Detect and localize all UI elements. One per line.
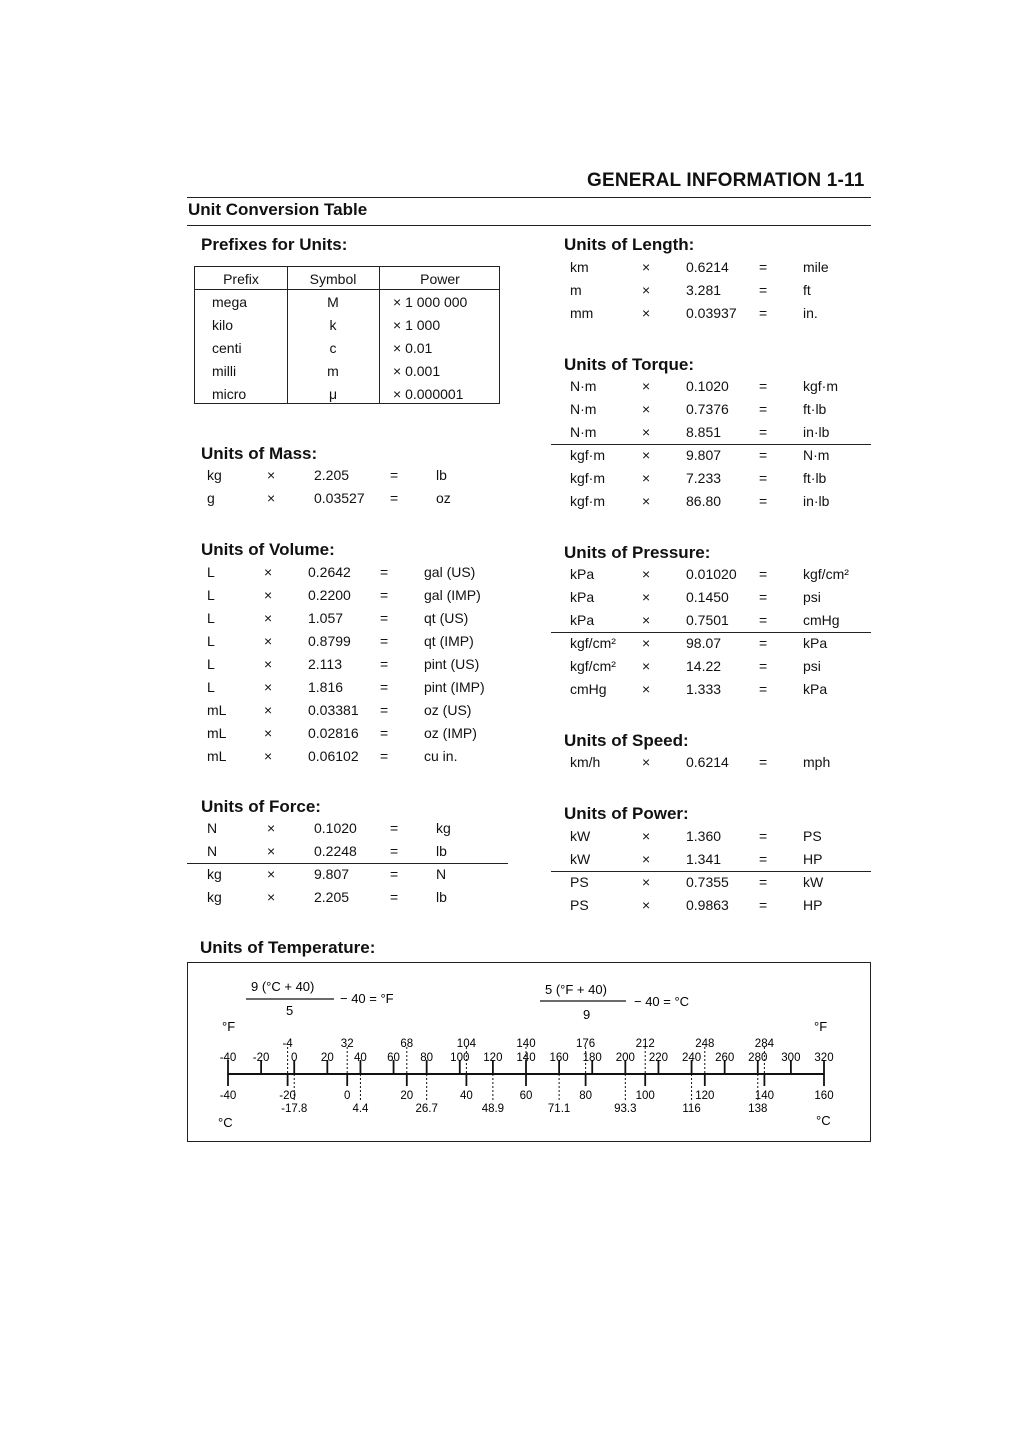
prefix-cell: milli	[212, 363, 237, 379]
to-unit: kgf·m	[803, 378, 838, 394]
celsius-unit-label: °C	[816, 1113, 831, 1128]
multiply-sign: ×	[642, 874, 651, 890]
multiply-sign: ×	[264, 748, 273, 764]
c-tick-label: 100	[635, 1090, 655, 1102]
f-key-label: 176	[576, 1038, 596, 1050]
to-unit: in.	[803, 305, 818, 321]
equals-sign: =	[380, 587, 389, 603]
to-unit: cmHg	[803, 612, 840, 628]
from-unit: kgf·m	[570, 493, 605, 509]
factor-value: 1.816	[308, 679, 344, 695]
equals-sign: =	[390, 889, 399, 905]
factor-value: 3.281	[686, 282, 722, 298]
from-unit: kgf·m	[570, 447, 605, 463]
from-unit: kgf/cm²	[570, 635, 616, 651]
factor-value: 0.02816	[308, 725, 359, 741]
from-unit: g	[207, 490, 215, 506]
c-tick-label: 140	[754, 1090, 774, 1102]
f-key-label: 104	[456, 1038, 476, 1050]
to-unit: pint (US)	[424, 656, 480, 672]
equals-sign: =	[759, 424, 768, 440]
equals-sign: =	[390, 467, 399, 483]
f-key-label: 284	[754, 1038, 774, 1050]
formula-f-denominator: 5	[286, 1003, 294, 1018]
factor-value: 1.360	[686, 828, 722, 844]
factor-value: 0.7355	[686, 874, 729, 890]
fahrenheit-unit-label: °F	[222, 1019, 236, 1034]
factor-value: 1.341	[686, 851, 722, 867]
formula-f-numerator: 9 (°C + 40)	[251, 979, 315, 994]
factor-value: 0.03527	[314, 490, 365, 506]
to-unit: ft	[803, 282, 811, 298]
formula-f-tail: − 40 = °F	[340, 991, 394, 1006]
from-unit: mm	[570, 305, 594, 321]
celsius-unit-label: °C	[218, 1115, 233, 1130]
f-tick-label: -20	[252, 1052, 270, 1064]
equals-sign: =	[380, 702, 389, 718]
equals-sign: =	[759, 305, 768, 321]
prefixes-heading: Prefixes for Units:	[201, 235, 348, 254]
equals-sign: =	[759, 470, 768, 486]
multiply-sign: ×	[642, 681, 651, 697]
from-unit: mL	[207, 725, 227, 741]
table-title: Unit Conversion Table	[188, 200, 368, 219]
prefix-cell: kilo	[212, 317, 234, 333]
multiply-sign: ×	[264, 610, 273, 626]
title-rule	[187, 225, 871, 226]
multiply-sign: ×	[642, 635, 651, 651]
from-unit: mL	[207, 702, 227, 718]
f-tick-label: 160	[549, 1052, 569, 1064]
factor-value: 0.2642	[308, 564, 351, 580]
factor-value: 2.205	[314, 889, 350, 905]
group-divider	[551, 444, 871, 445]
equals-sign: =	[759, 401, 768, 417]
to-unit: N·m	[803, 447, 830, 463]
from-unit: L	[207, 679, 215, 695]
formula-c-denominator: 9	[583, 1007, 591, 1022]
equals-sign: =	[380, 748, 389, 764]
equals-sign: =	[380, 610, 389, 626]
temperature-heading: Units of Temperature:	[200, 938, 376, 957]
to-unit: lb	[436, 889, 447, 905]
multiply-sign: ×	[642, 259, 651, 275]
to-unit: oz	[436, 490, 451, 506]
multiply-sign: ×	[267, 820, 276, 836]
to-unit: mph	[803, 754, 831, 770]
to-unit: PS	[803, 828, 822, 844]
from-unit: PS	[570, 897, 589, 913]
equals-sign: =	[380, 725, 389, 741]
c-key-label: 71.1	[547, 1103, 571, 1115]
from-unit: kPa	[570, 566, 595, 582]
multiply-sign: ×	[642, 589, 651, 605]
multiply-sign: ×	[264, 564, 273, 580]
c-tick-label: -20	[279, 1090, 296, 1102]
factor-value: 0.1020	[686, 378, 729, 394]
to-unit: in·lb	[803, 424, 830, 440]
multiply-sign: ×	[267, 467, 276, 483]
factor-value: 1.057	[308, 610, 344, 626]
from-unit: L	[207, 610, 215, 626]
power-cell: × 0.01	[393, 340, 433, 356]
f-tick-label: 240	[681, 1052, 702, 1064]
formula-c-numerator: 5 (°F + 40)	[545, 982, 607, 997]
volume-heading: Units of Volume:	[201, 540, 335, 559]
f-tick-label: 60	[387, 1052, 400, 1064]
to-unit: qt (US)	[424, 610, 469, 626]
factor-value: 2.205	[314, 467, 350, 483]
f-key-label: 248	[695, 1038, 715, 1050]
multiply-sign: ×	[264, 702, 273, 718]
f-tick-label: 140	[516, 1052, 536, 1064]
multiply-sign: ×	[264, 656, 273, 672]
c-tick-label: 20	[400, 1090, 414, 1102]
to-unit: pint (IMP)	[424, 679, 485, 695]
from-unit: km	[570, 259, 589, 275]
f-tick-label: 280	[748, 1052, 768, 1064]
to-unit: kPa	[803, 635, 828, 651]
c-key-label: 138	[748, 1103, 768, 1115]
equals-sign: =	[759, 259, 768, 275]
to-unit: kgf/cm²	[803, 566, 849, 582]
multiply-sign: ×	[642, 305, 651, 321]
factor-value: 0.6214	[686, 259, 729, 275]
to-unit: psi	[803, 658, 821, 674]
c-tick-label: 0	[343, 1090, 351, 1102]
multiply-sign: ×	[642, 470, 651, 486]
equals-sign: =	[759, 282, 768, 298]
from-unit: kg	[207, 889, 222, 905]
power-cell: × 0.001	[393, 363, 441, 379]
equals-sign: =	[759, 681, 768, 697]
equals-sign: =	[380, 679, 389, 695]
multiply-sign: ×	[264, 587, 273, 603]
from-unit: km/h	[570, 754, 601, 770]
multiply-sign: ×	[267, 490, 276, 506]
from-unit: PS	[570, 874, 589, 890]
force-heading: Units of Force:	[201, 797, 321, 816]
to-unit: gal (US)	[424, 564, 476, 580]
group-divider	[187, 863, 508, 864]
to-unit: in·lb	[803, 493, 830, 509]
temperature-scale	[188, 963, 870, 1141]
f-tick-label: 260	[715, 1052, 735, 1064]
multiply-sign: ×	[642, 658, 651, 674]
to-unit: HP	[803, 851, 823, 867]
group-divider	[551, 632, 871, 633]
factor-value: 2.113	[308, 656, 342, 672]
multiply-sign: ×	[267, 866, 276, 882]
factor-value: 9.807	[314, 866, 350, 882]
from-unit: kgf/cm²	[570, 658, 616, 674]
from-unit: N·m	[570, 424, 597, 440]
to-unit: lb	[436, 843, 447, 859]
multiply-sign: ×	[642, 754, 651, 770]
multiply-sign: ×	[642, 851, 651, 867]
prefix-cell: centi	[212, 340, 242, 356]
to-unit: ft·lb	[803, 470, 827, 486]
from-unit: L	[207, 587, 215, 603]
from-unit: N·m	[570, 378, 597, 394]
to-unit: lb	[436, 467, 447, 483]
to-unit: oz (IMP)	[424, 725, 477, 741]
multiply-sign: ×	[642, 828, 651, 844]
equals-sign: =	[380, 564, 389, 580]
f-key-label: 32	[340, 1038, 354, 1050]
from-unit: L	[207, 633, 215, 649]
equals-sign: =	[390, 866, 399, 882]
equals-sign: =	[759, 493, 768, 509]
from-unit: mL	[207, 748, 227, 764]
f-tick-label: 220	[648, 1052, 669, 1064]
c-tick-label: 80	[579, 1090, 592, 1102]
f-tick-label: 80	[420, 1052, 434, 1064]
factor-value: 86.80	[686, 493, 722, 509]
from-unit: N·m	[570, 401, 597, 417]
from-unit: L	[207, 564, 215, 580]
formula-c-tail: − 40 = °C	[634, 994, 690, 1009]
multiply-sign: ×	[642, 401, 651, 417]
f-key-label: 140	[516, 1038, 536, 1050]
f-tick-label: 180	[582, 1052, 602, 1064]
speed-heading: Units of Speed:	[564, 731, 689, 750]
group-divider	[551, 871, 871, 872]
equals-sign: =	[390, 843, 399, 859]
header-rule	[187, 197, 871, 198]
pressure-heading: Units of Pressure:	[564, 543, 711, 562]
f-key-label: -4	[282, 1038, 293, 1050]
from-unit: kW	[570, 828, 591, 844]
factor-value: 0.2200	[308, 587, 351, 603]
power-cell: × 0.000001	[393, 386, 464, 402]
column-divider	[287, 267, 288, 403]
multiply-sign: ×	[642, 378, 651, 394]
equals-sign: =	[759, 658, 768, 674]
temperature-box	[187, 962, 871, 1142]
f-tick-label: 300	[781, 1052, 801, 1064]
to-unit: gal (IMP)	[424, 587, 481, 603]
column-header: Prefix	[223, 271, 259, 287]
column-divider	[379, 267, 380, 403]
multiply-sign: ×	[642, 493, 651, 509]
factor-value: 8.851	[686, 424, 722, 440]
from-unit: kPa	[570, 589, 595, 605]
factor-value: 0.06102	[308, 748, 359, 764]
to-unit: oz (US)	[424, 702, 472, 718]
to-unit: kW	[803, 874, 824, 890]
multiply-sign: ×	[267, 889, 276, 905]
mass-heading: Units of Mass:	[201, 444, 318, 463]
symbol-cell: k	[329, 317, 337, 333]
header-divider	[195, 289, 499, 290]
factor-value: 0.03937	[686, 305, 737, 321]
factor-value: 0.2248	[314, 843, 357, 859]
to-unit: kPa	[803, 681, 828, 697]
c-key-label: 93.3	[614, 1103, 637, 1115]
factor-value: 0.1450	[686, 589, 729, 605]
column-header: Power	[420, 271, 460, 287]
equals-sign: =	[759, 874, 768, 890]
factor-value: 7.233	[686, 470, 722, 486]
f-tick-label: 0	[291, 1052, 298, 1064]
c-tick-label: 160	[814, 1090, 834, 1102]
from-unit: kgf·m	[570, 470, 605, 486]
page-header: GENERAL INFORMATION 1-11	[587, 170, 865, 191]
from-unit: L	[207, 656, 215, 672]
factor-value: 0.01020	[686, 566, 737, 582]
factor-value: 0.7501	[686, 612, 729, 628]
multiply-sign: ×	[642, 897, 651, 913]
multiply-sign: ×	[642, 612, 651, 628]
equals-sign: =	[759, 851, 768, 867]
from-unit: N	[207, 820, 218, 836]
equals-sign: =	[759, 897, 768, 913]
factor-value: 14.22	[686, 658, 722, 674]
to-unit: kg	[436, 820, 451, 836]
factor-value: 1.333	[686, 681, 722, 697]
symbol-cell: μ	[328, 386, 338, 402]
equals-sign: =	[759, 635, 768, 651]
multiply-sign: ×	[264, 679, 273, 695]
c-tick-label: -40	[219, 1090, 237, 1102]
prefix-cell: micro	[212, 386, 247, 402]
power-cell: × 1 000 000	[393, 294, 468, 310]
from-unit: cmHg	[570, 681, 607, 697]
factor-value: 98.07	[686, 635, 722, 651]
f-tick-label: 120	[483, 1052, 503, 1064]
c-tick-label: 120	[695, 1090, 715, 1102]
multiply-sign: ×	[264, 725, 273, 741]
multiply-sign: ×	[642, 566, 651, 582]
torque-heading: Units of Torque:	[564, 355, 694, 374]
factor-value: 9.807	[686, 447, 722, 463]
from-unit: m	[570, 282, 582, 298]
to-unit: N	[436, 866, 447, 882]
c-tick-label: 40	[460, 1090, 473, 1102]
equals-sign: =	[759, 612, 768, 628]
from-unit: kW	[570, 851, 591, 867]
equals-sign: =	[759, 589, 768, 605]
to-unit: ft·lb	[803, 401, 827, 417]
equals-sign: =	[759, 754, 768, 770]
multiply-sign: ×	[267, 843, 276, 859]
column-header: Symbol	[309, 271, 357, 287]
to-unit: HP	[803, 897, 823, 913]
f-key-label: 212	[635, 1038, 655, 1050]
factor-value: 0.8799	[308, 633, 351, 649]
factor-value: 0.03381	[308, 702, 359, 718]
prefix-table	[194, 266, 500, 404]
to-unit: cu in.	[424, 748, 458, 764]
power-cell: × 1 000	[393, 317, 441, 333]
factor-value: 0.6214	[686, 754, 729, 770]
equals-sign: =	[390, 490, 399, 506]
equals-sign: =	[759, 828, 768, 844]
multiply-sign: ×	[642, 447, 651, 463]
equals-sign: =	[380, 656, 389, 672]
f-tick-label: 320	[814, 1052, 834, 1064]
factor-value: 0.1020	[314, 820, 357, 836]
f-key-label: 68	[400, 1038, 414, 1050]
f-tick-label: 100	[450, 1052, 470, 1064]
symbol-cell: m	[327, 363, 339, 379]
equals-sign: =	[380, 633, 389, 649]
to-unit: mile	[803, 259, 829, 275]
symbol-cell: c	[329, 340, 337, 356]
c-key-label: 26.7	[415, 1103, 438, 1115]
multiply-sign: ×	[642, 424, 651, 440]
multiply-sign: ×	[264, 633, 273, 649]
c-tick-label: 60	[519, 1090, 533, 1102]
from-unit: kg	[207, 467, 222, 483]
prefix-cell: mega	[212, 294, 248, 310]
f-tick-label: 20	[320, 1052, 334, 1064]
equals-sign: =	[759, 378, 768, 394]
length-heading: Units of Length:	[564, 235, 695, 254]
f-tick-label: -40	[219, 1052, 237, 1064]
c-key-label: 116	[682, 1103, 701, 1115]
equals-sign: =	[759, 566, 768, 582]
power-heading: Units of Power:	[564, 804, 689, 823]
f-tick-label: 40	[354, 1052, 367, 1064]
equals-sign: =	[759, 447, 768, 463]
c-key-label: 4.4	[352, 1103, 369, 1115]
multiply-sign: ×	[642, 282, 651, 298]
c-key-label: 48.9	[481, 1103, 505, 1115]
factor-value: 0.7376	[686, 401, 729, 417]
f-tick-label: 200	[615, 1052, 635, 1064]
from-unit: kg	[207, 866, 222, 882]
to-unit: psi	[803, 589, 821, 605]
to-unit: qt (IMP)	[424, 633, 474, 649]
from-unit: kPa	[570, 612, 595, 628]
from-unit: N	[207, 843, 218, 859]
factor-value: 0.9863	[686, 897, 729, 913]
scale-marks	[220, 1038, 834, 1115]
c-key-label: -17.8	[281, 1103, 308, 1115]
equals-sign: =	[390, 820, 399, 836]
symbol-cell: M	[327, 294, 339, 310]
fahrenheit-unit-label: °F	[814, 1019, 828, 1034]
